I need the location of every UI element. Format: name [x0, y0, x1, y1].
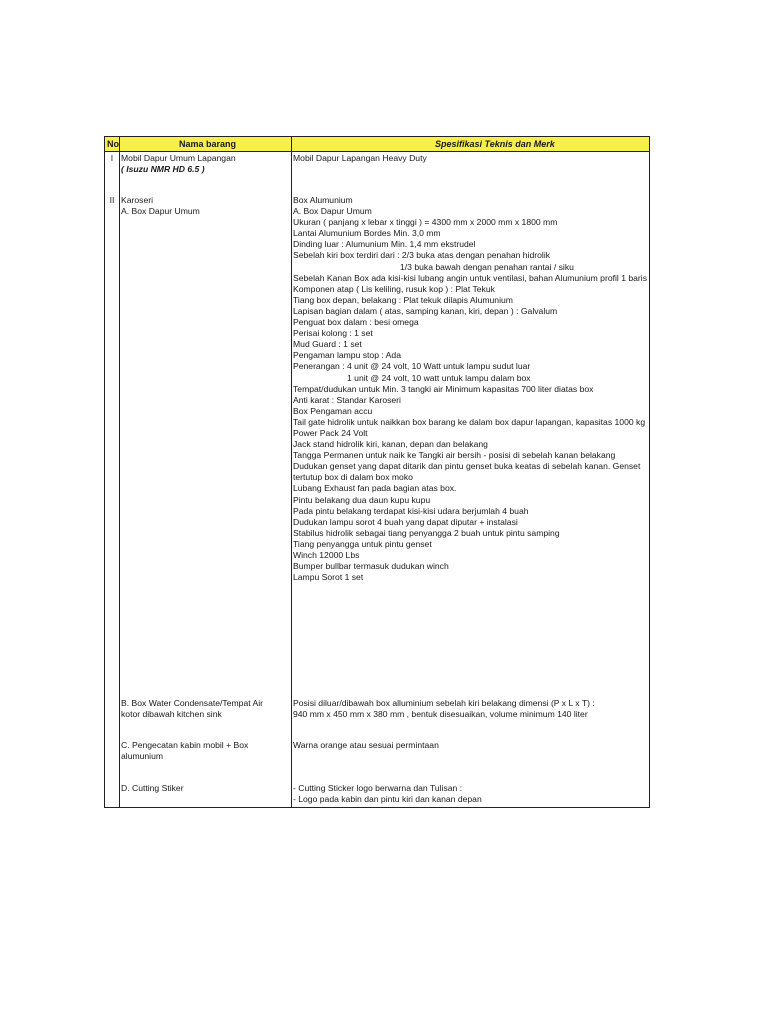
spec-line: Lantai Alumunium Bordes Min. 3,0 mm [293, 228, 441, 239]
spec-line: Anti karat : Standar Karoseri [293, 394, 401, 405]
spec-line: Perisai kolong : 1 set [293, 328, 373, 339]
row-2-nama-line: Karoseri [121, 195, 153, 205]
row-c-spec [293, 740, 649, 751]
header-spesifikasi: Spesifikasi Teknis dan Merk [435, 139, 555, 149]
spec-line: Tangga Permanen untuk naik ke Tangki air bersih - posisi di sebelah kanan belakang [293, 450, 616, 461]
spec-line: Lubang Exhaust fan pada bagian atas box. [293, 483, 457, 494]
spec-line: Tempat/dudukan untuk Min. 3 tangki air Minimum kapasitas 700 liter diatas box [293, 383, 594, 394]
spec-line: Winch 12000 Lbs [293, 550, 360, 560]
spec-line: Penerangan : 4 unit @ 24 volt, 10 Watt untuk lampu sudut luar [293, 361, 531, 372]
row-b-nama [121, 698, 289, 720]
spec-table [104, 136, 650, 808]
row-b-nama-line: B. Box Water Condensate/Tempat Air [121, 698, 264, 708]
row-1-no: I [110, 153, 114, 163]
table-header [105, 137, 649, 152]
row-2-spec [293, 195, 649, 583]
row-1-spec [293, 153, 649, 164]
spec-line: Mud Guard : 1 set [293, 339, 362, 350]
row-2-nama [121, 195, 289, 217]
spec-line: Dinding luar : Alumunium Min. 1,4 mm ekstrudel [293, 239, 476, 250]
spec-line: Box Pengaman accu [293, 405, 373, 416]
spec-line: - Cutting Sticker logo berwarna dan Tulisan : [293, 783, 463, 793]
header-no: No [107, 139, 119, 149]
spec-line: Pengaman lampu stop : Ada [293, 350, 401, 361]
spec-line: Box Alumunium [293, 195, 353, 205]
spec-line: Warna orange atau sesuai permintaan [293, 740, 439, 750]
spec-line: Tail gate hidrolik untuk naikkan box barang ke dalam box dapur lapangan, kapasitas 1000 kg [293, 416, 646, 427]
spec-line: Stabilus hidrolik sebagai tiang penyangga 2 buah untuk pintu samping [293, 527, 560, 538]
spec-line: Jack stand hidrolik kiri, kanan, depan dan belakang [293, 439, 488, 450]
spec-line: Dudukan lampu sorot 4 buah yang dapat diputar + instalasi [293, 516, 518, 527]
row-1-nama-model: ( Isuzu NMR HD 6.5 ) [121, 164, 205, 175]
row-c-nama-line: C. Pengecatan kabin mobil + Box [121, 740, 249, 750]
spec-line: 940 mm x 450 mm x 380 mm , bentuk disesuaikan, volume minimum 140 liter [293, 709, 588, 720]
row-d-nama-line: D. Cutting Stiker [121, 783, 184, 793]
row-d-spec [293, 783, 649, 805]
header-nama-barang: Nama barang [179, 139, 237, 149]
spec-line: Lapisan bagian dalam ( atas, samping kanan, kiri, depan ) : Galvalum [293, 305, 558, 316]
row-b-spec [293, 698, 649, 720]
spec-line: Power Pack 24 Volt [293, 427, 368, 438]
spec-line: Pintu belakang dua daun kupu kupu [293, 494, 431, 505]
spec-line: A. Box Dapur Umum [293, 206, 372, 217]
row-2-nama-line: A. Box Dapur Umum [121, 206, 200, 217]
spec-line: Tiang penyangga untuk pintu genset [293, 538, 432, 549]
spec-line: Lampu Sorot 1 set [293, 572, 364, 583]
row-2-no: II [109, 195, 115, 205]
spec-line: Ukuran ( panjang x lebar x tinggi ) = 4300 mm x 2000 mm x 1800 mm [293, 217, 558, 228]
spec-line: Pada pintu belakang terdapat kisi-kisi udara berjumlah 4 buah [293, 505, 529, 516]
row-c-nama [121, 740, 289, 762]
spec-line: 1/3 buka bawah dengan penahan rantai / siku [400, 261, 574, 272]
spec-line: Penguat box dalam : besi omega [293, 317, 419, 328]
row-b-nama-line: kotor dibawah kitchen sink [121, 709, 222, 720]
row-1-nama-line: Mobil Dapur Umum Lapangan [121, 153, 236, 163]
spec-line: Sebelah Kanan Box ada kisi-kisi lubang angin untuk ventilasi, bahan Alumunium profil 1 baris [293, 272, 647, 283]
spec-line: tertutup box di dalam box moko [293, 472, 413, 483]
spec-line: Posisi diluar/dibawah box alluminium sebelah kiri belakang dimensi (P x L x T) : [293, 698, 595, 708]
spec-line: 1 unit @ 24 volt, 10 watt untuk lampu dalam box [347, 372, 531, 383]
spec-line: Bumper bullbar termasuk dudukan winch [293, 561, 449, 572]
spec-line: - Logo pada kabin dan pintu kiri dan kanan depan [293, 794, 482, 805]
row-c-nama-line: alumunium [121, 751, 164, 762]
spec-line: Sebelah kiri box terdiri dari : 2/3 buka atas dengan penahan hidrolik [293, 250, 551, 261]
spec-line: Mobil Dapur Lapangan Heavy Duty [293, 153, 427, 163]
spec-line: Dudukan genset yang dapat ditarik dan pintu genset buka keatas di sebelah kanan. Genset [293, 461, 641, 472]
row-d-nama [121, 783, 289, 794]
spec-line: Tiang box depan, belakang : Plat tekuk dilapis Alumunium [293, 294, 513, 305]
row-1-nama [121, 153, 289, 175]
spec-line: Komponen atap ( Lis keliling, rusuk kop ) : Plat Tekuk [293, 283, 495, 294]
